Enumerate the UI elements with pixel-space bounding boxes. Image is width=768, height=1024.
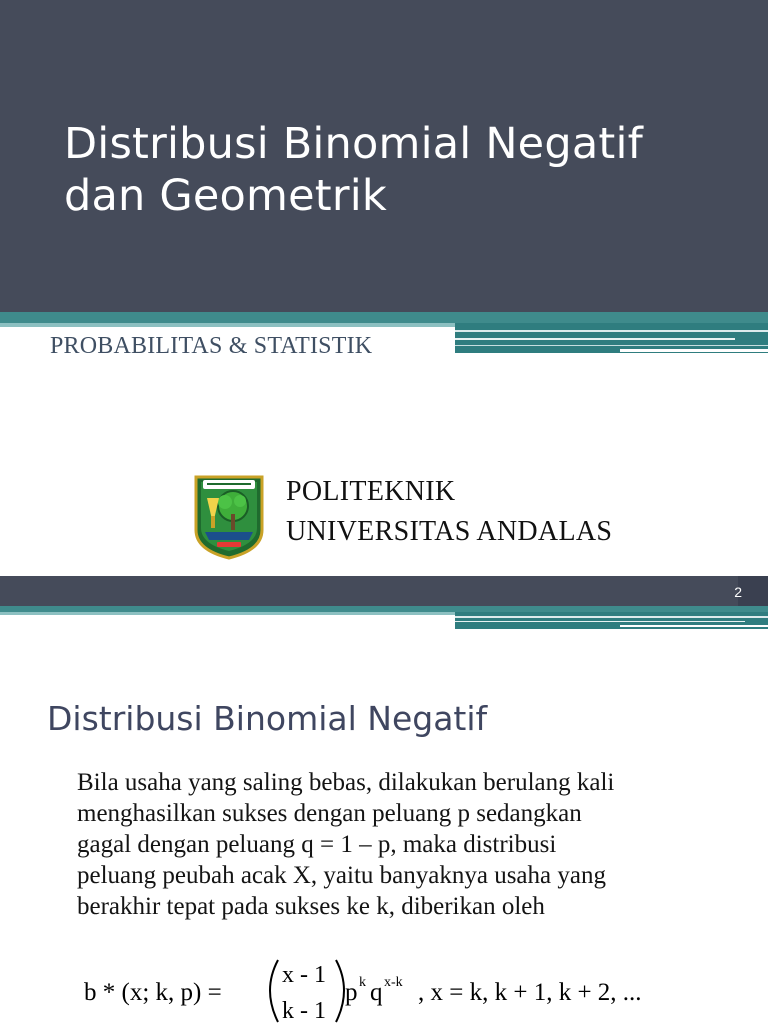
institution-line-2: UNIVERSITAS ANDALAS — [286, 516, 613, 547]
formula-lhs: b * (x; k, p) = — [84, 979, 222, 1006]
definition-paragraph — [77, 767, 717, 922]
paragraph-line: Bila usaha yang saling bebas, dilakukan berulang kali — [77, 769, 615, 796]
stripe-line — [620, 349, 768, 352]
page-number: 2 — [734, 584, 742, 600]
stripe-line — [455, 616, 768, 618]
formula-q: q — [370, 979, 383, 1006]
content-slide — [0, 576, 768, 1024]
stripe-line — [455, 621, 745, 622]
institution-line-1: POLITEKNIK — [286, 476, 456, 507]
teal-stripe-thin — [0, 612, 455, 615]
slide-title — [64, 118, 724, 222]
top-band — [0, 576, 768, 606]
slide-title-line-1: Distribusi Binomial Negatif — [64, 119, 643, 169]
right-paren — [336, 960, 344, 1022]
binom-bottom: k - 1 — [282, 998, 326, 1024]
formula-p: p — [345, 979, 358, 1006]
left-paren — [270, 960, 278, 1022]
stripe-box — [738, 576, 768, 606]
stripe-line — [455, 330, 768, 332]
stripe-line — [620, 625, 768, 627]
formula-p-exponent: k — [359, 975, 366, 990]
paragraph-line: gagal dengan peluang q = 1 – p, maka distribusi — [77, 831, 557, 858]
teal-stripe — [0, 312, 768, 323]
stripe-line — [455, 345, 768, 346]
teal-stripe-thin — [0, 323, 455, 327]
stripe-line — [455, 338, 735, 340]
slide-heading: Distribusi Binomial Negatif — [47, 699, 488, 738]
negative-binomial-formula — [78, 954, 758, 1024]
formula-q-exponent: x-k — [384, 975, 403, 990]
binom-top: x - 1 — [282, 962, 326, 988]
slide-title-line-2: dan Geometrik — [64, 171, 387, 221]
university-seal-icon — [193, 474, 265, 560]
paragraph-line: menghasilkan sukses dengan peluang p sedangkan — [77, 800, 582, 827]
paragraph-line: berakhir tepat pada sukses ke k, diberikan oleh — [77, 893, 545, 920]
formula-rhs: , x = k, k + 1, k + 2, ... — [418, 979, 642, 1006]
paragraph-line: peluang peubah acak X, yaitu banyaknya usaha yang — [77, 862, 606, 889]
subtitle: PROBABILITAS & STATISTIK — [50, 333, 373, 359]
